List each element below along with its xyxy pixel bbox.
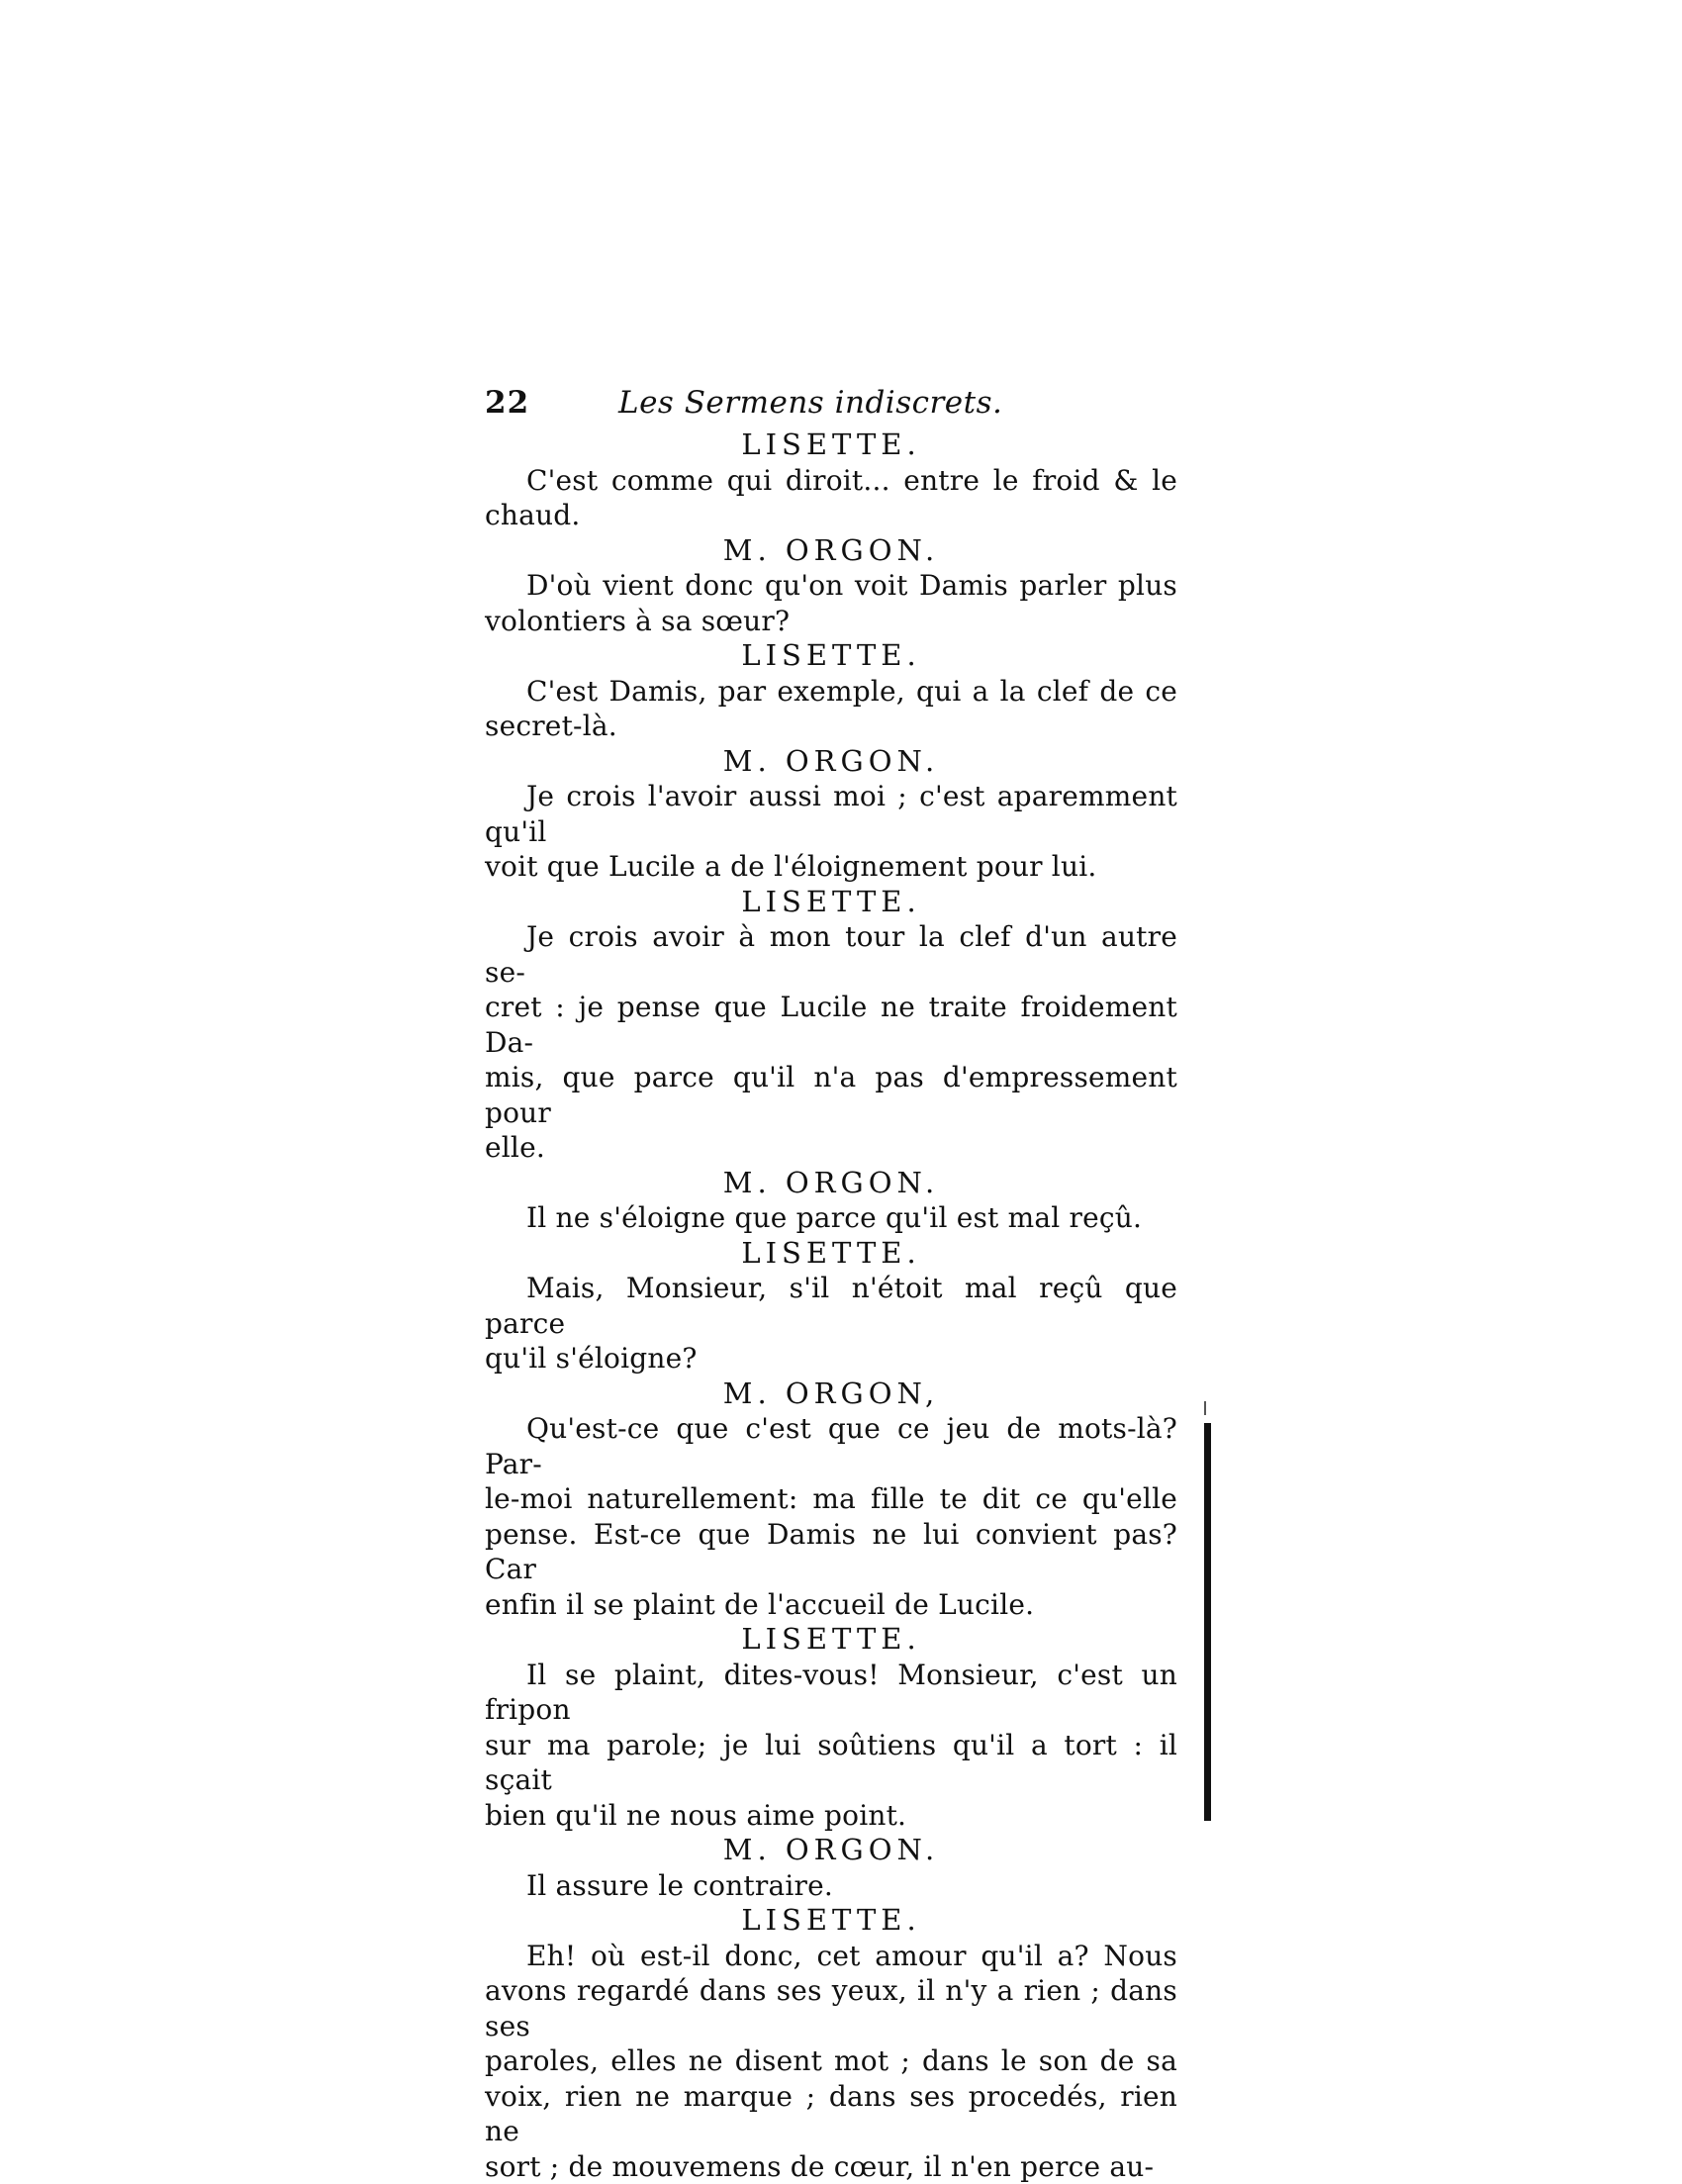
- speech: [485, 1271, 1177, 1377]
- speech: [485, 1658, 1177, 1834]
- speaker-name: M. ORGON.: [485, 744, 1177, 780]
- speech-line: D'où vient donc qu'on voit Damis parler plus: [485, 568, 1177, 604]
- speech-line: avons regardé dans ses yeux, il n'y a rien ; dans ses: [485, 1973, 1177, 2043]
- speaker-name: M. ORGON.: [485, 533, 1177, 569]
- speaker-name: LISETTE.: [485, 1903, 1177, 1939]
- speaker-name: M. ORGON,: [485, 1377, 1177, 1412]
- speech-line: elle.: [485, 1130, 1177, 1166]
- speaker-name: LISETTE.: [485, 885, 1177, 920]
- running-head: [485, 386, 1177, 427]
- speech-line: Je crois avoir à mon tour la clef d'un autre se-: [485, 919, 1177, 990]
- speech-line: Il ne s'éloigne que parce qu'il est mal reçû.: [485, 1200, 1177, 1236]
- dialogue-body: [485, 427, 1177, 2184]
- speech-line: Qu'est-ce que c'est que ce jeu de mots-là? Par-: [485, 1411, 1177, 1481]
- speaker-name: M. ORGON.: [485, 1166, 1177, 1201]
- speech-line: le-moi naturellement: ma fille te dit ce qu'elle: [485, 1481, 1177, 1517]
- speech-line: sur ma parole; je lui soûtiens qu'il a tort : il sçait: [485, 1728, 1177, 1798]
- speech-line: bien qu'il ne nous aime point.: [485, 1798, 1177, 1834]
- speech-line: qu'il s'éloigne?: [485, 1341, 1177, 1377]
- speech: [485, 568, 1177, 638]
- speech-line: secret-là.: [485, 709, 1177, 744]
- speech-line: Il assure le contraire.: [485, 1868, 1177, 1904]
- speech: [485, 1200, 1177, 1236]
- speech-line: enfin il se plaint de l'accueil de Lucile.: [485, 1587, 1177, 1623]
- speech-line: Je crois l'avoir aussi moi ; c'est aparemment qu'il: [485, 779, 1177, 849]
- speech: [485, 674, 1177, 744]
- speech-line: cret : je pense que Lucile ne traite froidement Da-: [485, 990, 1177, 1060]
- speaker-name: LISETTE.: [485, 1622, 1177, 1658]
- speech-line: sort ; de mouvemens de cœur, il n'en perce au-: [485, 2149, 1177, 2184]
- speech-line: voit que Lucile a de l'éloignement pour lui.: [485, 849, 1177, 885]
- book-page: [485, 386, 1177, 2184]
- speech-line: Mais, Monsieur, s'il n'étoit mal reçû que parce: [485, 1271, 1177, 1341]
- speech: [485, 1411, 1177, 1622]
- speech-line: pense. Est-ce que Damis ne lui convient pas? Car: [485, 1517, 1177, 1587]
- page-number: 22: [485, 386, 529, 422]
- page-edge-rule: [1204, 1423, 1211, 1821]
- speech: [485, 463, 1177, 533]
- speech-line: volontiers à sa sœur?: [485, 604, 1177, 639]
- speech-line: Il se plaint, dites-vous! Monsieur, c'est un fripon: [485, 1658, 1177, 1728]
- speaker-name: LISETTE.: [485, 1236, 1177, 1272]
- speech-line: C'est Damis, par exemple, qui a la clef de ce: [485, 674, 1177, 710]
- speaker-name: M. ORGON.: [485, 1833, 1177, 1868]
- speech-line: C'est comme qui diroit... entre le froid & le chaud.: [485, 463, 1177, 533]
- speech-line: Eh! où est-il donc, cet amour qu'il a? Nous: [485, 1939, 1177, 1974]
- speech: [485, 1939, 1177, 2184]
- speech: [485, 1868, 1177, 1904]
- speech: [485, 919, 1177, 1166]
- speech-line: mis, que parce qu'il n'a pas d'empressement pour: [485, 1060, 1177, 1130]
- speech-line: paroles, elles ne disent mot ; dans le son de sa: [485, 2043, 1177, 2079]
- speech: [485, 779, 1177, 885]
- speech-line: voix, rien ne marque ; dans ses procedés, rien ne: [485, 2079, 1177, 2149]
- speaker-name: LISETTE.: [485, 638, 1177, 674]
- running-title: Les Sermens indiscrets.: [618, 386, 1002, 422]
- speaker-name: LISETTE.: [485, 427, 1177, 463]
